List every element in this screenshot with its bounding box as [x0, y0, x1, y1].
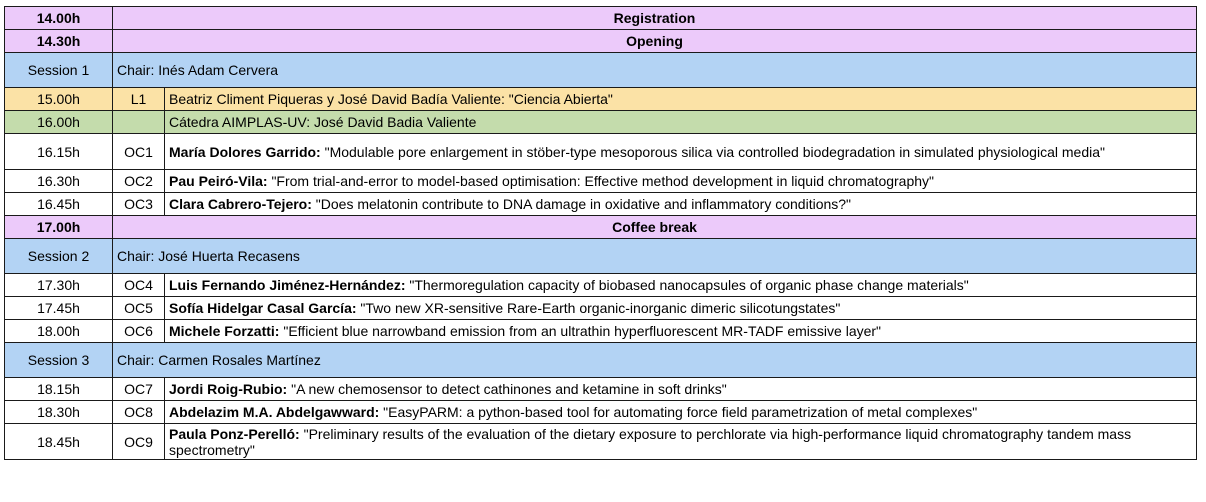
time-cell: 17.00h [5, 216, 113, 239]
speaker-name: Paula Ponz-Perelló: [169, 425, 300, 442]
session-header-2 [5, 239, 1197, 274]
schedule-row-talk [5, 274, 1197, 297]
plenary-title: Coffee break [113, 216, 1197, 239]
schedule-row-talk [5, 193, 1197, 216]
speaker-name: Sofía Hidelgar Casal García: [169, 300, 357, 316]
session-label: Session 2 [5, 239, 113, 274]
talk-description [165, 297, 1197, 320]
time-cell: 14.30h [5, 30, 113, 53]
time-cell: 18.30h [5, 401, 113, 424]
code-cell: OC9 [113, 424, 165, 460]
schedule-row-catedra [5, 111, 1197, 134]
time-cell: 16.00h [5, 111, 113, 134]
talk-description [165, 320, 1197, 343]
catedra-description: Cátedra AIMPLAS-UV: José David Badia Valiente [165, 111, 1197, 134]
plenary-title: Registration [113, 7, 1197, 30]
schedule-row-talk [5, 134, 1197, 170]
schedule-row-talk [5, 297, 1197, 320]
talk-title: "Preliminary results of the evaluation of the dietary exposure to perchlorate via high-performance liquid chromatography tandem mass spectrometry" [169, 425, 1132, 458]
time-cell: 18.45h [5, 424, 113, 460]
session-chair: Chair: Inés Adam Cervera [113, 53, 1197, 88]
speaker-name: María Dolores Garrido: [169, 143, 321, 160]
time-cell: 14.00h [5, 7, 113, 30]
schedule-row-talk [5, 378, 1197, 401]
talk-description [165, 401, 1197, 424]
time-cell: 16.30h [5, 170, 113, 193]
speaker-name: Clara Cabrero-Tejero: [169, 196, 312, 212]
talk-title: "A new chemosensor to detect cathinones and ketamine in soft drinks" [287, 381, 727, 397]
time-cell: 18.15h [5, 378, 113, 401]
time-cell: 18.00h [5, 320, 113, 343]
code-cell: OC6 [113, 320, 165, 343]
session-label: Session 3 [5, 343, 113, 378]
session-chair: Chair: José Huerta Recasens [113, 239, 1197, 274]
talk-description [165, 274, 1197, 297]
session-header-3 [5, 343, 1197, 378]
talk-description [165, 193, 1197, 216]
time-cell: 16.15h [5, 134, 113, 170]
session-chair: Chair: Carmen Rosales Martínez [113, 343, 1197, 378]
time-cell: 16.45h [5, 193, 113, 216]
schedule-row-registration [5, 7, 1197, 30]
time-cell: 17.45h [5, 297, 113, 320]
code-cell: OC4 [113, 274, 165, 297]
code-cell: OC7 [113, 378, 165, 401]
speaker-name: Michele Forzatti: [169, 323, 280, 339]
session-label: Session 1 [5, 53, 113, 88]
schedule-row-talk [5, 424, 1197, 460]
talk-description [165, 170, 1197, 193]
schedule-row-coffee-break [5, 216, 1197, 239]
lecture-description: Beatriz Climent Piqueras y José David Badía Valiente: "Ciencia Abierta" [165, 88, 1197, 111]
speaker-name: Pau Peiró-Vila: [169, 173, 268, 189]
talk-description [165, 424, 1197, 460]
schedule-row-lecture [5, 88, 1197, 111]
schedule-table [4, 6, 1197, 460]
speaker-name: Luis Fernando Jiménez-Hernández: [169, 277, 406, 293]
talk-title: "Two new XR-sensitive Rare-Earth organic-inorganic dimeric silicotungstates" [356, 300, 841, 316]
code-cell: OC2 [113, 170, 165, 193]
talk-title: "From trial-and-error to model-based optimisation: Effective method development in liquid chromatography" [267, 173, 935, 189]
talk-title: "Does melatonin contribute to DNA damage in oxidative and inflammatory conditions?" [311, 196, 852, 212]
code-cell: L1 [113, 88, 165, 111]
session-header-1 [5, 53, 1197, 88]
code-cell [113, 111, 165, 134]
talk-title: "EasyPARM: a python-based tool for automating force field parametrization of metal complexes" [379, 404, 978, 420]
code-cell: OC1 [113, 134, 165, 170]
code-cell: OC5 [113, 297, 165, 320]
talk-title: "Efficient blue narrowband emission from an ultrathin hyperfluorescent MR-TADF emissive layer" [279, 323, 882, 339]
plenary-title: Opening [113, 30, 1197, 53]
talk-description [165, 134, 1197, 170]
talk-title: "Modulable pore enlargement in stöber-type mesoporous silica via controlled biodegradation in simulated physiological media" [320, 143, 1105, 160]
code-cell: OC3 [113, 193, 165, 216]
schedule-row-talk [5, 170, 1197, 193]
talk-title: "Thermoregulation capacity of biobased nanocapsules of organic phase change materials" [405, 277, 969, 293]
time-cell: 15.00h [5, 88, 113, 111]
code-cell: OC8 [113, 401, 165, 424]
schedule-row-talk [5, 320, 1197, 343]
speaker-name: Abdelazim M.A. Abdelgawward: [169, 404, 380, 420]
schedule-row-opening [5, 30, 1197, 53]
talk-description [165, 378, 1197, 401]
time-cell: 17.30h [5, 274, 113, 297]
speaker-name: Jordi Roig-Rubio: [169, 381, 288, 397]
schedule-row-talk [5, 401, 1197, 424]
